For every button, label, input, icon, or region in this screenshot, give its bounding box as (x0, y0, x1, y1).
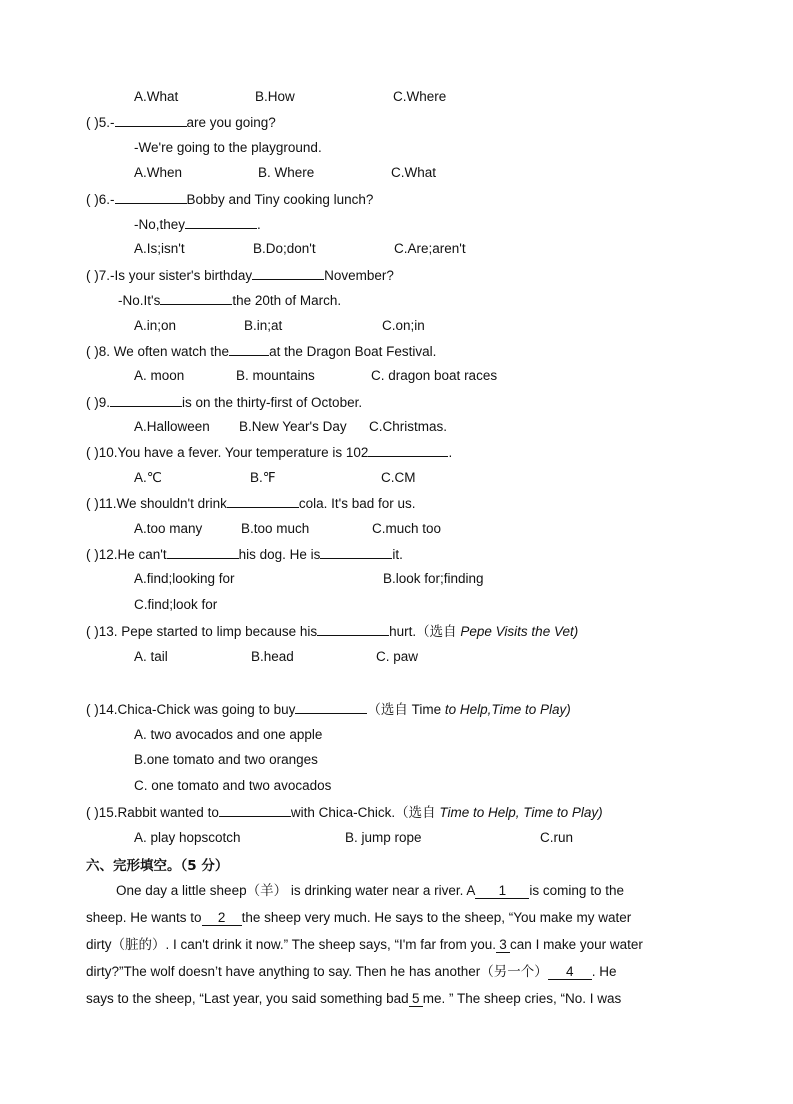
q12-option-c: C.find;look for (134, 597, 218, 612)
q12-stem-end: it. (392, 547, 403, 562)
q14-source: to Help,Time to Play) (444, 702, 571, 717)
q8-option-a: A. moon (134, 368, 185, 383)
q7-reply-end: the 20th of March. (232, 293, 342, 308)
answer-blank[interactable] (115, 191, 187, 204)
passage-text: dirty?”The wolf doesn’t have anything to say. Then he has another（另一个） (86, 964, 548, 979)
q4-option-a: A.What (134, 89, 179, 104)
passage-line-5 (86, 991, 706, 1007)
q13-source: Pepe Visits the Vet) (460, 624, 579, 639)
passage-text: can I make your water (510, 937, 643, 952)
answer-blank[interactable] (252, 267, 324, 280)
passage-text: the sheep very much. He says to the sheep, “You make my water (241, 910, 632, 925)
q14-option-a: A. two avocados and one apple (134, 727, 323, 742)
answer-blank[interactable] (110, 394, 182, 407)
q4-option-c: C.Where (393, 89, 447, 104)
q5-stem-end: are you going? (186, 115, 276, 130)
q6-option-a: A.Is;isn't (134, 241, 185, 256)
answer-blank[interactable] (219, 804, 291, 817)
q14-stem: ( )14.Chica-Chick was going to buy (86, 702, 296, 717)
q6-option-b: B.Do;don't (253, 241, 316, 256)
q15-stem: ( )15.Rabbit wanted to (86, 805, 219, 820)
q13-stem: ( )13. Pepe started to limp because his (86, 624, 318, 639)
q7-stem: ( )7.-Is your sister's birthday (86, 268, 253, 283)
q15-option-b: B. jump rope (345, 830, 422, 845)
q14-stem-end: （选自 Time (367, 702, 445, 717)
answer-blank[interactable] (320, 546, 392, 559)
question-8 (86, 343, 436, 360)
q7-option-c: C.on;in (382, 318, 425, 333)
q6-stem-end: Bobby and Tiny cooking lunch? (186, 192, 374, 207)
q8-stem-end: at the Dragon Boat Festival. (269, 344, 437, 359)
passage-text: is coming to the (529, 883, 624, 898)
q11-stem-end: cola. It's bad for us. (298, 496, 416, 511)
q12-stem: ( )12.He can't (86, 547, 167, 562)
passage-line-3 (86, 937, 706, 953)
q15-source: Time to Help, Time to Play) (439, 805, 603, 820)
q10-option-c: C.CM (381, 470, 416, 485)
q12-option-b: B.look for;finding (383, 571, 484, 586)
question-15 (86, 804, 603, 821)
cloze-blank[interactable]: 4 (548, 965, 592, 980)
q12-option-a: A.find;looking for (134, 571, 235, 586)
q6-reply (134, 216, 261, 233)
q10-option-b: B.℉ (250, 470, 276, 485)
section-heading: 六、完形填空。（5 分） (86, 858, 229, 874)
q10-option-a: A.℃ (134, 470, 162, 485)
question-11 (86, 495, 416, 512)
q12-stem-mid: his dog. He is (238, 547, 321, 562)
question-13 (86, 623, 578, 640)
answer-blank[interactable] (185, 216, 257, 229)
q8-option-c: C. dragon boat races (371, 368, 498, 383)
q13-option-a: A. tail (134, 649, 168, 664)
passage-text: says to the sheep, “Last year, you said something bad (86, 991, 409, 1006)
passage-line-1 (116, 883, 736, 899)
q8-stem: ( )8. We often watch the (86, 344, 230, 359)
answer-blank[interactable] (368, 444, 448, 457)
q14-option-c: C. one tomato and two avocados (134, 778, 332, 793)
question-7 (86, 267, 394, 284)
passage-text: sheep. He wants to (86, 910, 202, 925)
q15-option-c: C.run (540, 830, 574, 845)
passage-text: One day a little sheep（羊） is drinking water near a river. A (116, 883, 476, 898)
q9-option-c: C.Christmas. (369, 419, 448, 434)
question-14 (86, 701, 571, 718)
q7-reply (118, 292, 341, 309)
q10-stem-end: . (448, 445, 453, 460)
q7-reply-start: -No.It's (118, 293, 161, 308)
passage-line-4 (86, 964, 706, 980)
cloze-blank[interactable]: 2 (202, 911, 242, 926)
q6-stem: ( )6.- (86, 192, 115, 207)
question-5 (86, 114, 276, 131)
cloze-blank[interactable]: 3 (496, 938, 510, 953)
q5-reply: -We're going to the playground. (134, 140, 322, 155)
question-6 (86, 191, 373, 208)
cloze-blank[interactable]: 1 (475, 884, 529, 899)
passage-text: . He (591, 964, 617, 979)
passage-line-2 (86, 910, 706, 926)
question-12 (86, 546, 403, 563)
cloze-blank[interactable]: 5 (409, 992, 423, 1007)
passage-text: me. ” The sheep cries, “No. I was (422, 991, 622, 1006)
question-10 (86, 444, 452, 461)
q6-reply-end: . (257, 217, 261, 232)
q6-option-c: C.Are;aren't (394, 241, 466, 256)
q13-stem-end: hurt.（选自 (389, 624, 461, 639)
q9-stem: ( )9. (86, 395, 111, 410)
passage-text: dirty（脏的）. I can't drink it now.” The sheep says, “I'm far from you. (86, 937, 497, 952)
q5-stem: ( )5.- (86, 115, 115, 130)
q10-stem: ( )10.You have a fever. Your temperature is 102 (86, 445, 369, 460)
q13-option-b: B.head (251, 649, 294, 664)
q15-option-a: A. play hopscotch (134, 830, 241, 845)
answer-blank[interactable] (295, 701, 367, 714)
q11-option-a: A.too many (134, 521, 203, 536)
q11-stem: ( )11.We shouldn't drink (86, 496, 227, 511)
q14-option-b: B.one tomato and two oranges (134, 752, 318, 767)
answer-blank[interactable] (227, 495, 299, 508)
q9-option-a: A.Halloween (134, 419, 210, 434)
q13-option-c: C. paw (376, 649, 419, 664)
question-9 (86, 394, 362, 411)
q9-stem-end: is on the thirty-first of October. (182, 395, 363, 410)
q11-option-b: B.too much (241, 521, 310, 536)
answer-blank[interactable] (167, 546, 239, 559)
q4-option-b: B.How (255, 89, 295, 104)
q5-option-b: B. Where (258, 165, 315, 180)
q7-option-a: A.in;on (134, 318, 177, 333)
answer-blank[interactable] (160, 292, 232, 305)
q11-option-c: C.much too (372, 521, 442, 536)
q5-option-c: C.What (391, 165, 437, 180)
q15-stem-end: with Chica-Chick.（选自 (290, 805, 440, 820)
q8-option-b: B. mountains (236, 368, 315, 383)
q7-option-b: B.in;at (244, 318, 283, 333)
q5-option-a: A.When (134, 165, 183, 180)
q6-reply-start: -No,they (134, 217, 186, 232)
answer-blank[interactable] (229, 343, 269, 356)
q7-stem-end: November? (324, 268, 394, 283)
q9-option-b: B.New Year's Day (239, 419, 347, 434)
answer-blank[interactable] (317, 623, 389, 636)
answer-blank[interactable] (115, 114, 187, 127)
